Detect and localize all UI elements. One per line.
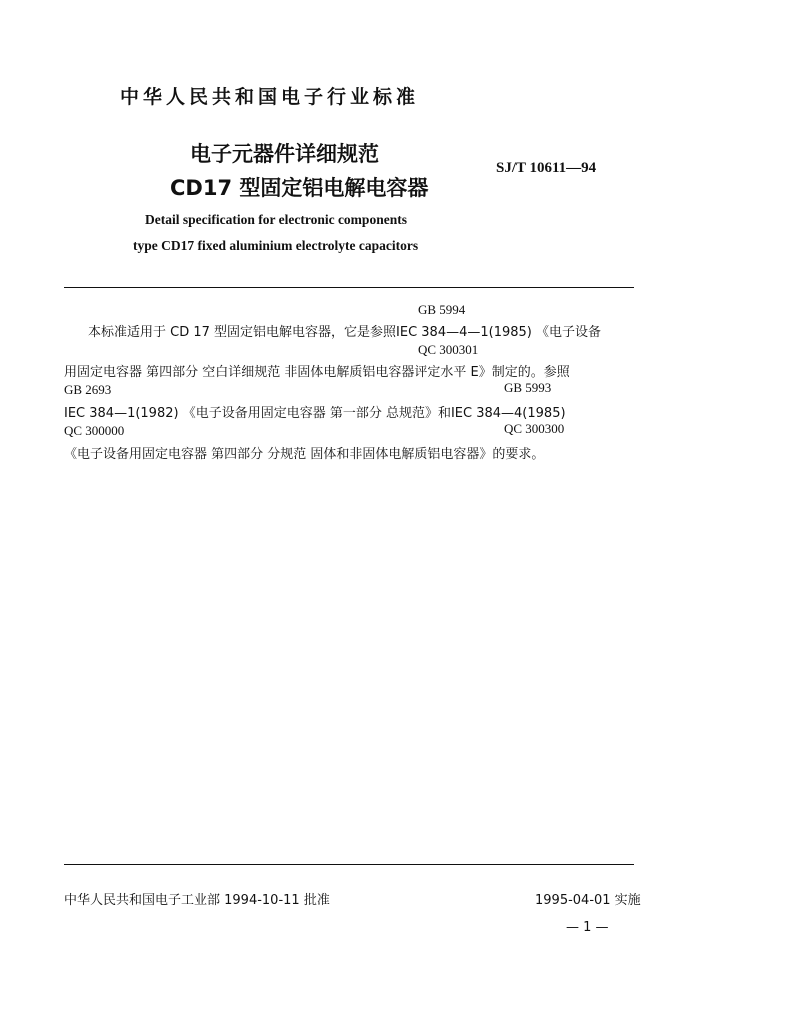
header-divider	[64, 287, 634, 288]
reference-gb-5994: GB 5994	[418, 302, 466, 317]
standard-number: SJ/T 10611—94	[496, 160, 597, 176]
issuing-organization: 中华人民共和国电子行业标准	[120, 86, 420, 108]
reference-qc-300000: QC 300000	[64, 423, 125, 438]
paragraph-line-2: 用固定电容器 第四部分 空白详细规范 非固体电解质铝电容器评定水平 E》制定的。参照	[64, 365, 570, 380]
paragraph-line-4: 《电子设备用固定电容器 第四部分 分规范 固体和非固体电解质铝电容器》的要求。	[64, 447, 545, 462]
page-number: — 1 —	[566, 920, 609, 935]
reference-qc-300300: QC 300300	[504, 421, 565, 436]
title-chinese-line-1: 电子元器件详细规范	[190, 142, 379, 166]
title-english-line-1: Detail specification for electronic components	[145, 212, 407, 227]
paragraph-line-1: 本标准适用于 CD 17 型固定铝电解电容器，它是参照IEC 384—4—1(1985) 《电子设备	[88, 325, 601, 340]
title-english-line-2: type CD17 fixed aluminium electrolyte capacitors	[133, 238, 419, 253]
title-chinese-line-2: CD17 型固定铝电解电容器	[170, 176, 429, 200]
implementation-date: 1995-04-01 实施	[535, 893, 641, 908]
paragraph-line-3: IEC 384—1(1982) 《电子设备用固定电容器 第一部分 总规范》和IEC 384—4(1985)	[64, 406, 566, 421]
reference-gb-5993: GB 5993	[504, 380, 552, 395]
footer-divider	[64, 864, 634, 865]
approval-date: 中华人民共和国电子工业部 1994-10-11 批准	[64, 893, 330, 908]
reference-qc-300301: QC 300301	[418, 342, 479, 357]
reference-gb-2693: GB 2693	[64, 382, 112, 397]
